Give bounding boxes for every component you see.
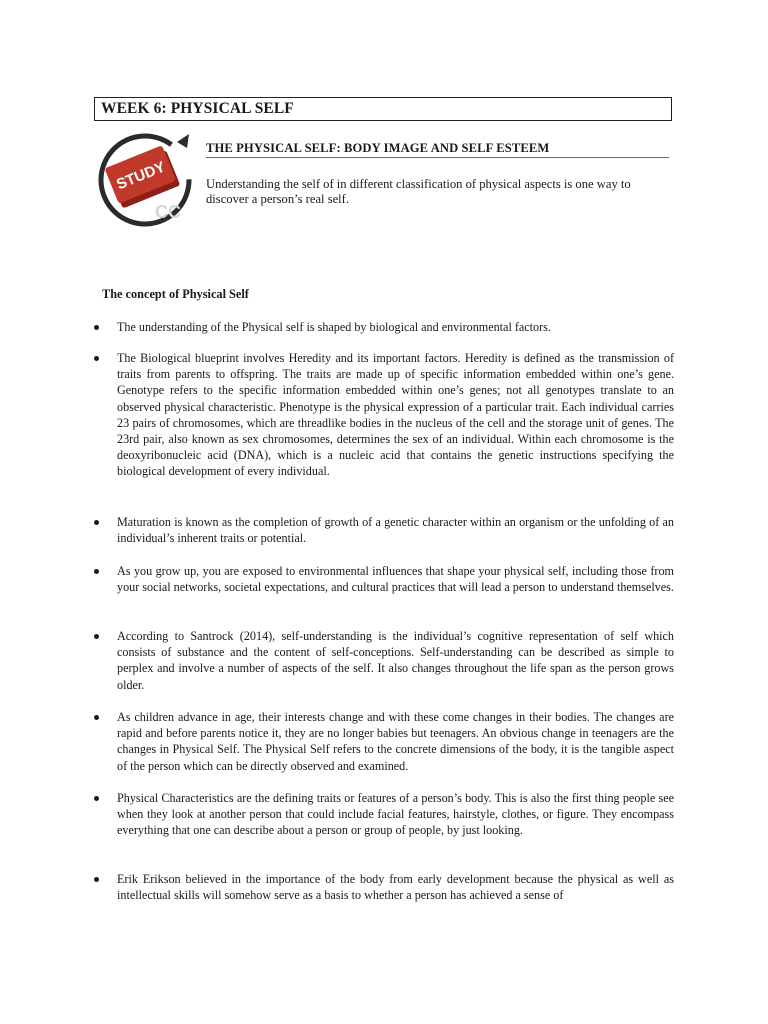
list-item-text: The Biological blueprint involves Heredity and its important factors. Heredity is defined as the transmission of traits from parents to offspring. The traits are made up of specific information embedded within one’s gene. Genotype refers to the specific information embedded within one’s genes; not all genotypes translate to an observed physical characteristic. Phenotype is the physical expression of a particular trait. Each individual carries 23 pairs of chromosomes, which are threadlike bodies in the nucleus of the cell and the storage unit of genes. The 23rd pair, also known as sex chromosomes, determines the sex of an individual. Within each chromosome is the deoxyribonucleic acid (DNA), which is a nucleic acid that contains the genetic instructions specifying the biological development of every individual. [117,351,674,479]
concept-heading: The concept of Physical Self [102,287,249,301]
list-item-text: As you grow up, you are exposed to environmental influences that shape your physical self, including those from your social networks, societal expectations, and cultural practices that will lead a person to understand themselves. [117,564,674,595]
list-item [117,350,674,480]
list-item [117,563,674,595]
list-item [117,319,674,335]
list-item-text: Physical Characteristics are the defining traits or features of a person’s body. This is also the first thing people see when they look at another person that could include facial features, hairstyle, clothes, or figure. They encompass everything that one can describe about a person or group of people, by just looking. [117,791,674,838]
study-stamp-text: STUDY [114,158,168,194]
list-item-text: Maturation is known as the completion of growth of a genetic character within an organism or the unfolding of an individual’s inherent traits or potential. [117,515,674,546]
bullet-icon [94,520,99,525]
list-item [117,790,674,839]
week-title: WEEK 6: PHYSICAL SELF [94,97,672,121]
list-item-text: According to Santrock (2014), self-understanding is the individual’s cognitive representation of self which consists of substance and the content of self-conceptions. Self-understanding can be described as simple to perplex and involve a number of aspects of the self. It also changes throughout the life span as the person grows older. [117,629,674,692]
list-item [117,514,674,546]
section-title: THE PHYSICAL SELF: BODY IMAGE AND SELF ESTEEM [206,140,669,158]
svg-text:CC: CC [155,202,181,222]
list-item [117,871,674,903]
study-stamp-icon [97,130,197,230]
list-item-text: As children advance in age, their interests change and with these come changes in their bodies. The changes are rapid and before parents notice it, they are no longer babies but teenagers. An obvious change in teenagers are the changes in Physical Self. The Physical Self refers to the concrete dimensions of the body, it is the tangible aspect of the person which can be directly observed and examined. [117,710,674,773]
intro-paragraph: Understanding the self of in different classification of physical aspects is one way to discover a person’s real self. [206,177,631,206]
bullet-icon [94,796,99,801]
bullet-icon [94,634,99,639]
list-item-text: Erik Erikson believed in the importance of the body from early development because the physical as well as intellectual skills will somehow serve as a basis to whether a person has achieved a sense of [117,872,674,903]
bullet-icon [94,325,99,330]
bullet-icon [94,356,99,361]
bullet-icon [94,877,99,882]
bullet-icon [94,569,99,574]
list-item [117,628,674,693]
list-item [117,709,674,774]
bullet-icon [94,715,99,720]
list-item-text: The understanding of the Physical self is shaped by biological and environmental factors. [117,320,551,334]
